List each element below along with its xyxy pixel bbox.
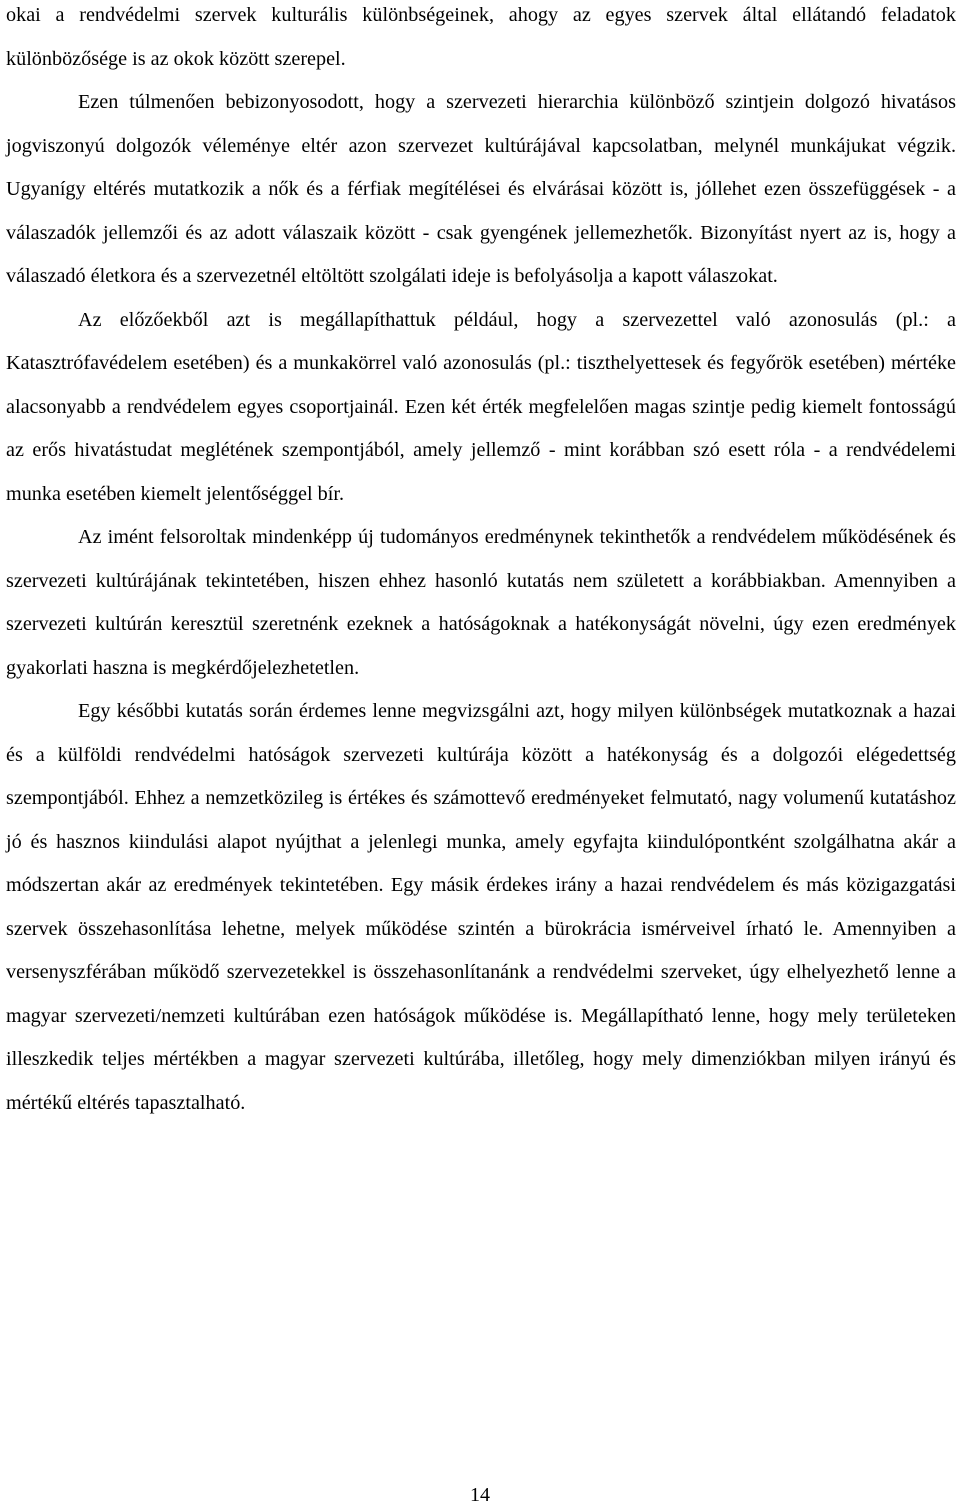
- page-number: 14: [470, 1484, 490, 1506]
- paragraph-3: Az előzőekből azt is megállapíthattuk például, hogy a szervezettel való azonosulás (pl.: a Katasztrófavédelem esetében) és a munkakörrel való azonosulás (pl.: tiszthelyettesek és fegyőrök esetében) mértéke alacsonyabb a rendvédelem egyes csoportjainál. Ezen két érték megfelelően magas szintje pedig kiemelt fontosságú az erős hivatástudat meglétének szempontjából, amely jellemző - mint korábban szó esett róla - a rendvédelemi munka esetében kiemelt jelentőséggel bír.: [6, 308, 956, 505]
- paragraph-4: Az imént felsoroltak mindenképp új tudományos eredménynek tekinthetők a rendvédelem működésének és szervezeti kultúrájának tekintetében, hiszen ehhez hasonló kutatás nem született a korábbiakban. Amennyiben a szervezeti kultúrán keresztül szeretnénk ezeknek a hatóságoknak a hatékonyságát növelni, úgy ezen eredmények gyakorlati haszna is megkérdőjelezhetetlen.: [6, 526, 956, 679]
- paragraph-5: Egy későbbi kutatás során érdemes lenne megvizsgálni azt, hogy milyen különbségek mutatkoznak a hazai és a külföldi rendvédelmi hatóságok szervezeti kultúrája között a hatékonyság és a dolgozói elégedettség szempontjából. Ehhez a nemzetközileg is értékes és számottevő eredményeket felmutató, nagy volumenű kutatáshoz jó és hasznos kiindulási alapot nyújthat a jelenlegi munka, amely egyfajta kiindulópontként szolgálhatna akár a módszertan akár az eredmények tekintetében. Egy másik érdekes irány a hazai rendvédelem és más közigazgatási szervek összehasonlítása lehetne, melyek működése szintén a bürokrácia ismérveivel írható le. Amennyiben a versenyszférában működő szervezetekkel is összehasonlítanánk a rendvédelmi szerveket, úgy elhelyezhető lenne a magyar szervezeti/nemzeti kultúrában ezen hatóságok működése is. Megállapítható lenne, hogy mely területeken illeszkedik teljes mértékben a magyar szervezeti kultúrába, illetőleg, hogy mely dimenziókban milyen irányú és mértékű eltérés tapasztalható.: [6, 700, 956, 1114]
- paragraph-2: Ezen túlmenően bebizonyosodott, hogy a szervezeti hierarchia különböző szintjein dolgozó hivatásos jogviszonyú dolgozók véleménye eltér azon szervezet kultúrájával kapcsolatban, melynél munkájukat végzik. Ugyanígy eltérés mutatkozik a nők és a férfiak megítélései és elvárásai között is, jóllehet ezen összefüggések - a válaszadók jellemzői és az adott válaszaik között - csak gyengének jellemezhetők. Bizonyítást nyert az is, hogy a válaszadó életkora és a szervezetnél eltöltött szolgálati ideje is befolyásolja a kapott válaszokat.: [6, 91, 956, 287]
- paragraph-1: okai a rendvédelmi szervek kulturális különbségeinek, ahogy az egyes szervek által ellátandó feladatok különbözősége is az okok között szerepel.: [6, 4, 956, 70]
- document-body: [6, 0, 956, 1125]
